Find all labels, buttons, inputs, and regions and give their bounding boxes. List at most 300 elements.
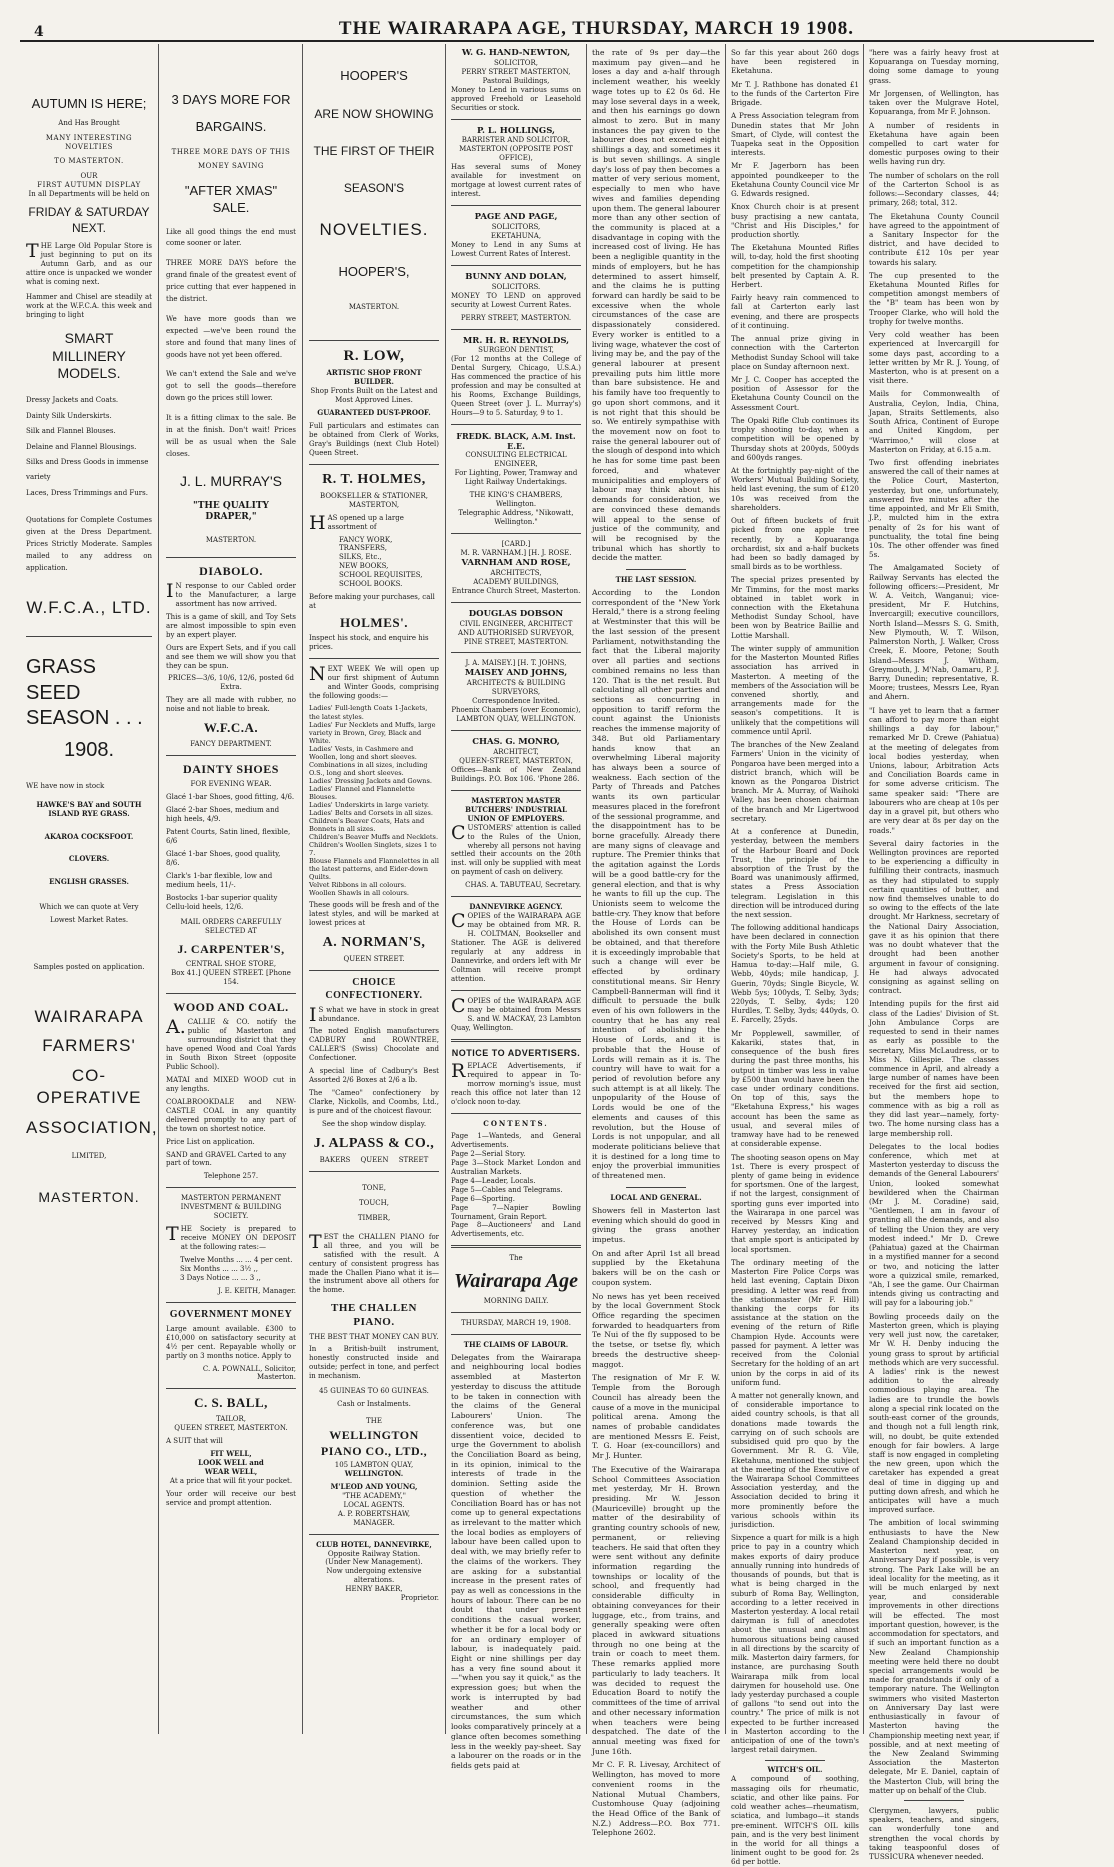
- column-rule: [302, 44, 303, 1734]
- page-number: 4: [34, 24, 44, 40]
- card-text: Telegraphic Address, "Nikowatt, Wellington.": [458, 509, 574, 527]
- card-text: Wellington.: [495, 500, 537, 509]
- card-text: J. A. MAISEY.] [H. T. JOHNS,: [465, 659, 567, 668]
- ad-building-society: [166, 1194, 296, 1296]
- ad-text: Shop Fronts Built on the Latest and Most Approved Lines.: [310, 387, 438, 405]
- ad-text: We can't extend the Sale and we've got to sell the goods—therefore down go the prices still lower.: [166, 370, 296, 403]
- ad-heading: TOUCH,: [359, 1198, 389, 1207]
- divider: [904, 1800, 964, 1801]
- ad-norman: [309, 662, 439, 964]
- ad-text: MASTERTON.: [205, 535, 257, 544]
- divider: [451, 1334, 581, 1335]
- ad-text: SAND and GRAVEL Carted to any part of town.: [166, 1150, 287, 1168]
- card-text: ARCHITECT,: [493, 747, 539, 756]
- list-item: Page 1—Wanteds, and General Advertisements.: [451, 1131, 581, 1149]
- ad-text: HENRY BAKER,: [345, 1585, 403, 1594]
- ad-signature: W.F.C.A., LTD.: [26, 597, 152, 617]
- editorial-text: The: [509, 1254, 523, 1263]
- ad-text: Like all good things the end must come sooner or later.: [166, 227, 296, 248]
- list-item: Ladies' Flannel and Flannelette Blouses.: [309, 784, 415, 801]
- ad-text: Opposite Railway Station.: [327, 1549, 421, 1558]
- ad-heading: WITCH'S OIL.: [767, 1764, 823, 1774]
- ad-text: Your order will receive our best service and prompt attention.: [166, 1489, 296, 1507]
- divider: [166, 755, 296, 756]
- contents-list: [451, 1132, 581, 1239]
- ad-signature: J. L. MURRAY'S: [180, 472, 282, 489]
- ad-heading: AUTUMN IS HERE;: [31, 96, 147, 111]
- ad-signature: HOOPER'S,: [338, 264, 410, 280]
- ad-text: Proprietor.: [400, 1594, 439, 1603]
- ad-signature: FARMERS': [42, 1036, 136, 1056]
- editorial-text: MORNING DAILY.: [483, 1296, 549, 1305]
- ad-text: The "Cameo" confectionery by Clarke, Nickolls, and Coombs, Ltd., is pure and of the choicest flavour.: [309, 1089, 439, 1116]
- ad-heading: MASTERTON PERMANENT INVESTMENT & BUILDING SOCIETY.: [180, 1194, 282, 1221]
- ad-text: COALBROOKDALE and NEW-CASTLE COAL in any quantity delivered promptly to any part of the town on shortest notice.: [166, 1097, 296, 1133]
- article-text: A number of residents in Eketahuna have again been compelled to cart water for domestic purposes owing to their wells having run dry.: [869, 120, 999, 167]
- ad-text: WEAR WELL,: [204, 1466, 258, 1476]
- divider: [309, 1534, 439, 1535]
- card-text: Money to Lend in any Sums at Lowest Current Rates of Interest.: [451, 240, 581, 258]
- ad-text: GUARANTEED DUST-PROOF.: [317, 408, 431, 418]
- ad-text: THE BEST THAT MONEY CAN BUY.: [309, 1332, 439, 1341]
- article-text: The shooting season opens on May 1st. There is every prospect of plenty of game being in evidence for sportsmen. One of the largest, if not the largest, consignment of sporting guns ever imported into the Wairarapa in one parcel was received by Messrs King and Harvey yesterday, an indication that ample sport is anticipated by local sportsmen.: [731, 1152, 859, 1254]
- ad-signature: WELLINGTON PIANO CO., LTD.,: [320, 1428, 428, 1458]
- ad-text: Clergymen, lawyers, public speakers, teachers, and singers, can wonderfully tone and strengthen the vocal chords by taking teaspoonful doses of TUSSICURA whenever needed.: [869, 1806, 999, 1862]
- notice-text: COPIES of the WAIRARAPA AGE may be obtained from MR. R. H. COLTMAN, Bookseller and Stationer. The AGE is delivered regularly at any address in Dannevirke, and orders left with Mr Coltman will receive prompt attention.: [451, 910, 581, 983]
- divider: [166, 1187, 296, 1188]
- ad-diabolo: [166, 564, 296, 749]
- card-text: QUEEN-STREET, MASTERTON,: [459, 756, 573, 765]
- card-heading: FREDK. BLACK, A.M. Inst. E.E.: [456, 431, 576, 452]
- card-text: ACADEMY BUILDINGS,: [473, 577, 559, 586]
- article-text: Mr F. Jagerborn has been appointed poundkeeper to the Eketahuna County Council vice Mr G. Edwards resigned.: [731, 161, 859, 199]
- ad-heading: DIABOLO.: [199, 563, 263, 578]
- card-text: EKETAHUNA,: [490, 231, 542, 240]
- article-text: Mr C. F. R. Livesay, Architect of Wellington, has moved to more convenient rooms in the National Mutual Chambers, Customhouse Quay (adjoining the Head Office of the Bank of N.Z.) Address—P.O. Box 771. Telephone 2602.: [592, 1760, 720, 1838]
- card-heading: DOUGLAS DOBSON: [468, 608, 564, 619]
- list-item: Woollen Shawls in all colours.: [309, 889, 409, 898]
- ad-text: Samples posted on application.: [33, 962, 145, 971]
- masthead: [20, 14, 1094, 42]
- ad-signature: MASTERTON.: [38, 1189, 140, 1206]
- list-item: Laces, Dress Trimmings and Furs.: [26, 488, 148, 497]
- article-text: The Amalgamated Society of Railway Servants has elected the following officers:—President, Mr W. A. Veitch, Wanganui; vice-president, Mr F. Hutchins, Invercargill; executive councillors, North Island—Messrs S. G. Smith, New Plymouth, W. T. Wilson, Palmerston North, J. Walker, Cross Creek, E. Moore, Petone; South Island—Messrs J. Witham, Greymouth, J. M'Nab, Oamaru, P. J. Barry, Dunedin; representative, R. Moore; trustees, Messrs Lee, Ryan and Ahern.: [869, 563, 999, 702]
- article-text: The Eketahuna Mounted Rifles will, to-day, hold the first shooting competition for the championship belt presented by Captain A. R. Herbert.: [731, 243, 859, 290]
- article-text: Mr J. C. Cooper has accepted the position of Assessor for the Eketahuna County Council on the Assessment Court.: [731, 375, 859, 412]
- divider: [309, 658, 439, 659]
- ad-text: FIT WELL,: [210, 1448, 252, 1458]
- column-rule: [158, 44, 159, 1734]
- article-text: Intending pupils for the first aid class of the Ladies' Division of St. John Ambulance Corps are requested to send in their names as early as possible to the secretary, Miss McLaudress, or to Miss N. Gillespie. The classes commence in April, and already a large number of names have been received for the first aid section, but the members hope to commence with as big a roll as they did last year—namely, forty-two. The home nursing class has a large membership roll.: [869, 999, 999, 1138]
- divider: [451, 424, 581, 425]
- ad-text: PRICES—3/6, 10/6, 12/6, posted 6d Extra.: [168, 674, 294, 692]
- ad-text: C. A. POWNALL, Solicitor, Masterton.: [202, 1364, 296, 1382]
- card-text: MONEY TO LEND on approved security at Lowest Current Rates.: [451, 291, 581, 309]
- card-text: PERRY STREET MASTERTON,: [461, 67, 571, 76]
- ad-text: BOOKSELLER & STATIONER,: [320, 491, 428, 500]
- card-heading: BUNNY AND DOLAN,: [465, 271, 567, 282]
- list-item: TRANSFERS,: [339, 544, 387, 553]
- card-heading: W. G. HAND-NEWTON,: [461, 48, 571, 58]
- divider: [309, 340, 439, 341]
- list-item: Page 6—Sporting.: [451, 1194, 515, 1203]
- ad-heading: GRASS SEED SEASON . . .: [26, 656, 143, 730]
- card-monro: [451, 737, 581, 784]
- ad-text: QUEEN STREET, MASTERTON.: [174, 1424, 288, 1433]
- notice-text: CUSTOMERS' attention is called to the Rules of the Union, whereby all persons not having settled their accounts on the 20th inst. will only be supplied with meat on payment of cash on delivery.: [451, 821, 581, 877]
- list-item: Page 8—Auctioneers' and Land Advertisements, etc.: [451, 1221, 581, 1239]
- notice-butchers: [451, 797, 581, 891]
- column-rule: [445, 44, 446, 1734]
- article-text: No news has yet been received by the local Government Stock Office regarding the specimen forwarded to headquarters from Te Nui of the fly supposed to be the tsetse, or tsetse fly, which breeds the destructive sheep-maggot.: [592, 1291, 720, 1369]
- card-text: Offices—Bank of New Zealand Buildings. P.O. Box 106. 'Phone 286.: [451, 765, 581, 783]
- ad-signature: J. ALPASS & CO.,: [313, 1135, 435, 1151]
- list-item: Page 5—Cables and Telegrams.: [451, 1185, 563, 1194]
- ad-text: MAIL ORDERS CAREFULLY SELECTED AT: [180, 917, 282, 935]
- list-item: Twelve Months ... ... 4 per cent.: [180, 1256, 293, 1265]
- ad-signature: WAIRARAPA: [34, 1006, 144, 1026]
- card-heading: P. L. HOLLINGS,: [477, 125, 555, 136]
- divider: [451, 602, 581, 603]
- card-heading: PAGE AND PAGE,: [474, 212, 558, 223]
- ad-item-list: [26, 393, 152, 501]
- contents-heading: CONTENTS.: [483, 1118, 549, 1128]
- divider: [451, 1245, 581, 1248]
- card-page-and-page: [451, 212, 581, 259]
- ad-text: A special line of Cadbury's Best Assorted 2/6 Boxes at 2/6 a lb.: [309, 1067, 439, 1085]
- ad-text: MANY INTERESTING NOVELTIES: [45, 133, 133, 151]
- list-item: Blouse Flannels and Flannelettes in all the latest patterns, and Eider-down Quilts.: [309, 857, 439, 882]
- list-item: Dainty Silk Underskirts.: [26, 411, 112, 420]
- ad-text: WELLINGTON.: [344, 1468, 404, 1478]
- list-item: Page 7—Napier Bowling Tournament, Grain Report.: [451, 1203, 581, 1221]
- column-rule: [863, 44, 864, 1734]
- list-item: Page 3—Stock Market London and Australian Markets.: [451, 1158, 581, 1176]
- ad-text: TEST the CHALLEN PIANO for all three, and you will be satisfied with the result. A century of consistent progress has made the Challen Piano what it is—the instrument above all others for the home.: [309, 1230, 439, 1295]
- ad-signature: ASSOCIATION,: [26, 1117, 158, 1137]
- ad-witchs-oil: [731, 1766, 859, 1867]
- ad-text: FOR EVENING WEAR.: [190, 780, 272, 789]
- ad-text: Price List on application.: [166, 1137, 255, 1146]
- ad-heading: WOOD AND COAL.: [173, 999, 289, 1014]
- ad-heading: ARE NOW SHOWING: [314, 106, 434, 121]
- card-text: [CARD.]: [501, 540, 531, 549]
- card-heading: VARNHAM AND ROSE,: [461, 558, 571, 569]
- ad-alpass: [309, 977, 439, 1165]
- ad-text: J. E. KEITH, Manager.: [217, 1286, 296, 1295]
- divider: [451, 205, 581, 206]
- card-text: Phoenix Chambers (over Economic),: [451, 706, 581, 715]
- article-text: Very cold weather has been experienced at Invercargill for some days past, according to a letter written by Mr R. J. Young, of Masterton, who is at present on a visit there.: [869, 330, 999, 386]
- contents-box: [451, 1120, 581, 1239]
- card-text: MASTERTON (OPPOSITE POST OFFICE),: [459, 145, 573, 163]
- card-text: For Lighting, Power, Tramway and Light Railway Undertakings.: [454, 469, 578, 487]
- list-item: Page 4—Leader, Locals.: [451, 1176, 536, 1185]
- article-text: The Opaki Rifle Club continues its trophy shooting to-day, when a competition will be opened by Thursday shots at 200yds, 500yds and 600yds ranges.: [731, 415, 859, 462]
- ad-signature: W.F.C.A.: [203, 720, 259, 736]
- card-text: Money to Lend in various sums on approved Freehold or Leasehold Securities or stock.: [451, 85, 581, 112]
- notice-text: CHAS. A. TABUTEAU, Secretary.: [465, 881, 581, 890]
- ad-heading: NOVELTIES.: [319, 219, 429, 239]
- card-text: PINE STREET, MASTERTON.: [463, 637, 569, 646]
- ad-text: NEXT WEEK We will open up our first shipment of Autumn and Winter Goods, comprising the following goods:—: [309, 662, 439, 700]
- notice-heading: NOTICE TO ADVERTISERS.: [451, 1047, 581, 1058]
- ad-text: AKAROA COCKSFOOT.: [44, 831, 134, 841]
- card-text: CIVIL ENGINEER, ARCHITECT AND AUTHORISED SURVEYOR,: [458, 619, 574, 637]
- ad-text: Before making your purchases, call at: [309, 593, 435, 611]
- notice-advertisers: [451, 1048, 581, 1107]
- ad-text: We have more goods than we expected —we've been round the store and found that many lines of goods have not yet been offered.: [166, 314, 296, 359]
- ad-heading: 1908.: [63, 739, 115, 762]
- column-1: [26, 48, 158, 1734]
- column-rule: [725, 44, 726, 1734]
- notice-text: REPLACE Advertisements, if required to appear in To-morrow morning's issue, must reach this office not later than 12 o'clock noon to-day.: [451, 1060, 581, 1107]
- ad-heading: TONE,: [362, 1183, 386, 1192]
- ad-text: Hammer and Chisel are steadily at work at the W.F.C.A. this week and bringing to light: [26, 292, 152, 319]
- ad-heading: "AFTER XMAS" SALE.: [184, 183, 278, 215]
- article-last-session: [592, 576, 720, 1181]
- ad-text: In a British-built instrument, honestly constructed inside and outside; perfect in tone, and perfect in mechanism.: [309, 1345, 439, 1381]
- divider: [166, 1302, 296, 1303]
- card-reynolds: [451, 336, 581, 419]
- ad-hoopers: [309, 68, 439, 312]
- article-text: The cup presented to the Eketahuna Mounted Rifles for competition amongst members of the "B" team has been won by Trooper Clarke, who will hold the trophy for twelve months.: [869, 270, 999, 326]
- ad-signature: A. NORMAN'S,: [322, 935, 426, 951]
- ad-text: BAKERS QUEEN STREET: [319, 1155, 429, 1164]
- ad-text: THREE MORE DAYS OF THIS MONEY SAVING: [171, 148, 291, 171]
- article-text: "I have yet to learn that a farmer can afford to pay more than eight shillings a day for labour," remarked Mr D. Crewe (Pahiatua) at the meeting of delegates from local bodies yesterday, when Unions, labour, Arbitration Acts and Conciliation Boards came in for some adverse criticism. The same speaker said: "There are labourers who are cheap at 10s per day in a gravel pit, but others who are very dear at 8s per day on the roads.": [869, 705, 999, 835]
- list-item: Children's Beaver Coats, Hats and Bonnets in all sizes.: [309, 816, 425, 833]
- article-text: At a conference at Dunedin, yesterday, between the members of the Harbour Board and Dock Trust, the principle of the absorption of the Trust by the Board was unanimously affirmed, states a Press Association telegram. Legislation in this direction will be introduced during the next session.: [731, 827, 859, 920]
- card-maisey-johns: [451, 659, 581, 724]
- ad-text: FIRST AUTUMN DISPLAY: [37, 181, 141, 190]
- ad-government-money: [166, 1309, 296, 1383]
- card-text: SURGEON DENTIST,: [478, 346, 554, 355]
- ad-club-hotel: [309, 1541, 439, 1604]
- ad-wfca-autumn: [26, 96, 152, 618]
- ad-text: FANCY DEPARTMENT.: [190, 739, 272, 748]
- ad-text: A compound of soothing, massaging oils for rheumatic, sciatic, and other like pains. For cold weather aches—rheumatism, sciatica, and lumbago—it stands pre-eminent. WITCH'S OIL kills pain, and is the very best liniment in the world for all things a liniment ought to be good for. 2s 6d per bottle.: [731, 1774, 859, 1867]
- list-item: NEW BOOKS,: [339, 562, 389, 571]
- ad-text: CLOVERS.: [68, 854, 110, 864]
- ad-text: A. P. ROBERTSHAW,: [337, 1509, 411, 1518]
- ad-text: Now undergoing extensive alterations.: [326, 1567, 422, 1585]
- column-5: [592, 48, 720, 1838]
- editorial-title: Wairarapa Age: [454, 1270, 578, 1293]
- ad-text: Quotations for Complete Costumes given at the Dress Department. Prices Strictly Moderate. Samples mailed to any address on application.: [26, 516, 152, 572]
- card-text: M. R. VARNHAM.] [H. J. ROSE.: [460, 549, 572, 558]
- card-text: ARCHITECTS,: [490, 568, 542, 577]
- divider: [451, 1113, 581, 1114]
- ad-text: The noted English manufacturers CADBURY and ROWNTREE, CALLER'S (Swiss) Chocolate and Confectioner.: [309, 1027, 439, 1063]
- ad-text: Glacé 1-bar Shoes, good quality, 8/6.: [166, 849, 281, 867]
- article-heading: THE CLAIMS OF LABOUR.: [463, 1339, 569, 1349]
- ad-text: In all Departments will be held on: [28, 190, 150, 199]
- ad-text: IN response to our Cabled order to the Manufacturer, a large assortment has now arrived.: [166, 579, 296, 608]
- list-item: Page 2—Serial Story.: [451, 1149, 526, 1158]
- ad-text: WE have now in stock: [26, 781, 105, 790]
- ad-text: See the shop window display.: [321, 1120, 427, 1129]
- card-heading: MAISEY AND JOHNS,: [464, 668, 568, 679]
- ad-text: LOOK WELL and: [198, 1457, 264, 1467]
- card-text: Pastoral Buildings,: [482, 76, 550, 85]
- notice-dannevirke-agency: [451, 903, 581, 1032]
- ad-text: Glacé 2-bar Shoes, medium and high heels, 4/9.: [166, 806, 280, 824]
- ad-text: Inspect his stock, and enquire his prices.: [309, 633, 429, 651]
- ad-heading: CLUB HOTEL, DANNEVIRKE,: [316, 1539, 432, 1549]
- article-text: The Executive of the Wairarapa School Committees Association met yesterday, Mr H. Brown presiding. Mr W. Jesson (Mauriceville) brought up the matter of the desirability of granting country schools of new, permanent, or relieving teachers. He said that often they were sent without any definite information regarding the townships or locality of the school, and frequently had considerable difficulty in obtaining conveyances for their luggage, etc., from trains, and generally speaking were often placed in awkward situations through no one being at the train or coach to meet them. These remarks applied more particularly to lady teachers. It was decided to request the Education Board to notify the committees of the time of arrival and other necessary information when teachers were being despatched. The date of the annual meeting was fixed for June 16th.: [592, 1464, 720, 1756]
- card-text: (For 12 months at the College of Dental Surgery, Chicago, U.S.A.) Has commenced the practice of his profession and may be consulted at his Rooms, Exchange Buildings, Queen Street (over J. L. Murray's) Hours—9 to 5. Saturday, 9 to 1.: [451, 355, 581, 418]
- article-text: Showers fell in Masterton last evening which should do good in giving the grass another impetus.: [592, 1205, 720, 1244]
- card-hand-newton: [451, 48, 581, 113]
- column-2: [166, 48, 296, 1734]
- card-bunny-dolan: [451, 272, 581, 323]
- card-text: SOLICITOR,: [494, 58, 538, 67]
- ad-text: MASTERTON.: [348, 303, 400, 312]
- ad-text: LIMITED,: [71, 1152, 107, 1161]
- ad-text: QUEEN STREET.: [343, 955, 405, 963]
- article-text: Mails for Commonwealth of Australia, Ceylon, India, China, Japan, Straits Settlements, also South Africa, Continent of Europe and United Kingdom, per "Warrimoo," will close at Masterton on Friday, at 6.15 a.m.: [869, 389, 999, 454]
- ad-text: Glacé 1-bar Shoes, good fitting, 4/6.: [166, 793, 295, 802]
- article-text: So far this year about 260 dogs have been registered in Eketahuna.: [731, 48, 859, 76]
- divider: [451, 119, 581, 120]
- article-text: Mr Popplewell, sawmiller, of Kakariki, states that, in consequence of the bush fires during the past three months, his output in timber was less in value by £500 than would have been the case under ordinary conditions. On top of this, says the "Eketahuna Express," his wages account has been the same as usual, and several miles of tramway have had to be renewed at considerable expense.: [731, 1028, 859, 1149]
- list-item: Children's Beaver Muffs and Necklets.: [309, 832, 439, 841]
- ad-challen-piano: [309, 1184, 439, 1528]
- ad-text: (Under New Management).: [325, 1558, 423, 1567]
- column-7: [869, 48, 999, 1862]
- notice-text: COPIES of the WAIRARAPA AGE may be obtained from Messrs S. and W. MACKAY, 23 Lambton Quay, Wellington.: [451, 994, 581, 1032]
- ad-text: Patent Courts, Satin lined, flexible, 6/6: [166, 828, 291, 845]
- article-text: Two first offending inebriates answered the call of their names at the Police Court, Masterton, yesterday, but one, unfortunately, answered five minutes after the time appointed, and Mr Eli Smith, J.P., mulcted him in the extra penalty of 2s for his want of punctuality, the total fine being 10s. The other offender was fined 5s.: [869, 457, 999, 560]
- article-text: The Eketahuna County Council have agreed to the appointment of a Sanitary Inspector for the district, and have decided to contribute £12 10s per year towards his salary.: [869, 211, 999, 267]
- ad-heading: THE CHALLEN PIANO.: [331, 1302, 417, 1329]
- article-text: the rate of 9s per day—the maximum pay given—and he loses a day and a-half through inclement weather, his weekly wage totes up to £2 0s 6d. He may lose several days in a week, and then his earnings go down almost to zero. But in many instances the pay given to the labourer does not exceed eight shillings a day, and sometimes it is but seven shillings. A single day's loss of pay then becomes a matter of very serious moment, especially to men who have wives and families depending upon them. The general labourer more than any other section of the community is placed at a disadvantage in coping with the increased cost of living. He has been a negligible quantity in the minds of employers, but he has determined to assert himself, and the claims he is putting forward can hardly be said to be excessive when the whole circumstances of the case are dispassionately considered. Every worker is entitled to a living wage, whatever the cost of living may be, and the pay of the general labourer at present prevailing puts him little more than bare subsistence. He and his family have too frequently to go upon short commons, and it is not right that this should be so. We entirely sympathise with the movement now on foot to raise the general labourer out of the slough of despond into which he has for some time past been forced, and whatever municipalities and employers of labour may think about his demands for consideration, we are convinced these demands will appeal to the sense of justice of the community, and will be recognised by the tribunal which has shortly to decide the matter.: [592, 48, 720, 563]
- article-heading: LOCAL AND GENERAL.: [610, 1192, 702, 1202]
- ad-text: IS what we have in stock in great abundance.: [309, 1003, 439, 1026]
- ad-text: ARTISTIC SHOP FRONT BUILDER.: [326, 368, 422, 387]
- article-text: Fairly heavy rain commenced to fall at Carterton early last evening, and there are prospects of it continuing.: [731, 293, 859, 330]
- card-heading: CHAS. G. MONRO,: [472, 737, 560, 748]
- ad-text: TO MASTERTON.: [54, 157, 124, 166]
- ad-text: They are all made with rubber, no noise and not liable to break.: [166, 696, 296, 714]
- ad-text: LOCAL AGENTS.: [343, 1500, 405, 1509]
- article-text: On and after April 1st all bread supplied by the Eketahuna bakers will be on the cash or coupon system.: [592, 1248, 720, 1287]
- ad-text: Box 41.] QUEEN STREET. [Phone 154.: [171, 968, 291, 986]
- ad-text: OUR: [80, 172, 98, 181]
- article-text: The ambition of local swimming enthusiasts to have the New Zealand Championship decided in Masterton next year, on Anniversary Day if possible, is very strong. The Park Lake will be an ideal locality for the meeting, as it will be much enlarged by next year, and considerable improvements in other directions will be effected. The most important question, however, is the accommodation for spectators, and if such an important function as a New Zealand Championship meeting were held there no doubt special arrangements would be made for grandstands if only of a temporary nature. The Wellington swimmers who visited Masterton on Anniversary Day last were enthusiastically in favour of Masterton having the Championship meeting next year, if possible, and at next meeting of the New Zealand Swimming Association the Masterton delegate, Mr E. Daniel, captain of the Masterton Club, will bring the matter up on behalf of the Club.: [869, 1518, 999, 1795]
- ad-wood-coal: [166, 1000, 296, 1182]
- article-text: "here was a fairly heavy frost at Kopuaranga on Tuesday morning, doing some damage to young grass.: [869, 48, 999, 85]
- ad-heading: BARGAINS.: [195, 118, 267, 134]
- list-item: Ladies' Dressing Jackets and Gowns.: [309, 776, 433, 785]
- editorial-masthead: [451, 1254, 581, 1334]
- column-6: [731, 48, 859, 1867]
- article-local-general: [592, 1194, 720, 1838]
- article-heading: THE LAST SESSION.: [615, 575, 697, 585]
- ad-text: MASTERTON,: [348, 500, 400, 509]
- article-text: A matter not generally known, and of considerable importance to aided country schools, is that all donations made towards the carrying on of such schools are subsidised quid pro quo by the Government. Mr R. G. Vile, Eketahuna, mentioned the subject at the meeting of the Executive of the Wairarapa School Committees Association yesterday, and the Association decided to bring it more prominently before the various schools within its jurisdiction.: [731, 1390, 859, 1530]
- divider: [451, 265, 581, 266]
- ad-text: 45 GUINEAS TO 60 GUINEAS.: [319, 1387, 429, 1396]
- masthead-title: THE WAIRARAPA AGE, THURSDAY, MARCH 19 1908.: [338, 18, 854, 39]
- ad-r-low: [309, 347, 439, 458]
- ad-heading: CHOICE CONFECTIONERY.: [325, 976, 423, 1001]
- divider: [166, 993, 296, 994]
- list-item: 3 Days Notice ... ... 3 ,,: [180, 1274, 261, 1283]
- card-black: [451, 431, 581, 527]
- ad-text: THE Society is prepared to receive MONEY ON DEPOSIT at the following rates:—: [166, 1223, 296, 1252]
- ad-heading: FRIDAY & SATURDAY NEXT.: [28, 205, 150, 235]
- list-item: Ladies' Fur Necklets and Muffs, large variety in Brown, Grey, Black and White.: [309, 720, 436, 745]
- list-item: Delaine and Flannel Blousings.: [26, 442, 137, 451]
- article-text: The following additional handicaps have been declared in connection with the Forty Mile Bush Athletic Society's Sports, to be held at Hamua to-day:—Half mile, G. Webb, 40yds; mile handicap, J. Guerin, 70yds; Single Bicycle, W. Webb 5ys; 100yds, T. Selby, 3yds; 220yds, T. Selby, 4yds; 120 Hurdles, T. Selby, 3yds; 440yds, O. E. Farcelly, 25yds.: [731, 923, 859, 1025]
- card-text: SOLICITORS,: [491, 223, 541, 232]
- card-hollings: [451, 126, 581, 200]
- ad-text: Which we can quote at Very Lowest Market Rates.: [39, 903, 139, 924]
- article-text: The special prizes presented by Mr Timmins, for the most marks obtained in tablet work in connection with the Eketahuna Methodist Sunday School, have been won by Beatrice Baillie and Lottie Marshall.: [731, 575, 859, 640]
- card-text: SOLICITORS.: [491, 282, 541, 291]
- article-text: The number of scholars on the roll of the Carterton School is as follows:—Secondary classes, 44; primary, 268; total, 312.: [869, 170, 999, 208]
- divider: [451, 1312, 581, 1313]
- article-text: Sixpence a quart for milk is a high price to pay in a country which makes exports of dairy produce annually running into hundreds of thousands of pounds, but that is what is being charged in the suburb of Roma Bay, Wellington, according to a letter received in Masterton yesterday. A local retail dairyman is full of anecdotes about the unusual and almost humorous situations being caused in all directions by the scarcity of milk. Masterton dairy farmers, for instance, are purchasing South Wairarapa milk from local dairymen for household use. One lady yesterday purchased a couple of gallons "to send out into the country." The price of milk is not expected to be further increased in Masterton according to the anticipation of one of the town's largest retail dairymen.: [731, 1533, 859, 1755]
- ad-text: Telephone 257.: [203, 1172, 259, 1181]
- ad-text: Bostocks 1-bar superior quality Cellu-loid heels, 12/6.: [166, 893, 278, 911]
- ad-text: "THE QUALITY DRAPER,": [193, 500, 269, 523]
- card-text: Entrance Church Street, Masterton.: [451, 586, 581, 595]
- card-text: PERRY STREET, MASTERTON.: [460, 313, 572, 322]
- ad-text: And Has Brought: [58, 118, 120, 127]
- divider: [451, 730, 581, 731]
- list-item: Combinations in all sizes, including O.S., long and short sleeves.: [309, 760, 428, 777]
- divider: [309, 970, 439, 971]
- list-item: FANCY WORK,: [339, 535, 393, 544]
- article-text: The resignation of Mr F. W. Temple from the Borough Council has already been the cause of a move in the municipal political arena. Among the names of probable candidates are mentioned Messrs E. Feist, T. G. Hoar (ex-councillors) and Mr J. Hunter.: [592, 1373, 720, 1461]
- divider: [309, 1171, 439, 1172]
- divider: [765, 1760, 825, 1761]
- ad-text: HAS opened up a large assortment of: [309, 511, 404, 534]
- article-text: Delegates from the Wairarapa and neighbouring local bodies assembled at Masterton yesterday to discuss the attitude to be taken in connection with the claims of the General Labourers' Union. The conference was, but one dissentient voice, decided to urge the Government to abolish the Conciliation Board as being, in its opinion, inimical to the interests of trade in the dominion. Setting aside the question of whether the Conciliation Board has or has not come up to general expectations as irrelevant to the matter which the local bodies as employers of labour have been called upon to deal with, we may briefly refer to the claims of the workers. They are asking for a substantial increase in the present rates of pay as well as concessions in the hours of labour. There can be no doubt that under present conditions the casual worker, whether it be for a local body or for an ordinary employer of labour, is inadequately paid. Eight or nine shillings per day has a very fine sound about it—"when you say it quick," as the expression goes; but when the work is interrupted by bad weather and other circumstances, the sum which looks comparatively princely at a glance often becomes something less in the weekly pay-sheet. Say a labourer on the roads or in the fields gets paid at: [451, 1352, 581, 1770]
- ad-signature: CO-OPERATIVE: [36, 1066, 142, 1107]
- ad-text: TAILOR,: [216, 1415, 246, 1424]
- card-text: ARCHITECTS & BUILDING SURVEYORS,: [466, 679, 566, 697]
- ad-ball-tailor: [166, 1395, 296, 1507]
- column-3: [309, 48, 439, 1734]
- list-item: SILKS, Etc.,: [339, 553, 382, 562]
- list-item: Velvet Ribbons in all colours.: [309, 881, 407, 890]
- list-item: Silk and Flannel Blouses.: [26, 427, 116, 436]
- list-item: Ladies' Vests, in Cashmere and Woollen, long and short sleeves.: [309, 744, 417, 761]
- ad-heading: R. T. HOLMES,: [322, 471, 426, 487]
- column-4: [451, 48, 581, 1770]
- divider: [309, 464, 439, 465]
- list-item: Ladies' Full-length Coats 1-Jackets, the latest styles.: [309, 704, 428, 721]
- divider: [451, 1039, 581, 1042]
- card-text: Has several sums of Money available for investment on mortgage at lowest current rates of interest.: [451, 163, 581, 199]
- ad-heading: R. LOW,: [343, 348, 405, 365]
- list-item: Ladies' Belts and Corsets in all sizes.: [309, 808, 433, 817]
- ad-text: Ours are Expert Sets, and if you call and see them we will show you that they can be spun.: [166, 643, 296, 670]
- card-text: Correspondence Invited.: [472, 697, 560, 706]
- ad-heading: HOOPER'S: [340, 68, 408, 83]
- article-text: Delegates to the local bodies conference, which met at Masterton yesterday to discuss the demands of the General Labourers' Union, looked somewhat bewildered when the Chairman (Mr J. M. Coradine) said, "Gentlemen, I am in favour of granting all the demands, and also of telling the Union they are very modest indeed." Mr D. Crewe (Pahiatua) gazed at the Chairman in a mystified manner for a second or two, and noticing the latter wore a quizzical smile, remarked, "Ah, I see the game. Our Chairman intends giving us contracting and will pay for a labouring job.": [869, 1141, 999, 1308]
- article-text: Knox Church choir is at present busy practising a new cantata, "Christ and His Disciples," for production shortly.: [731, 202, 859, 239]
- ad-text: THE Large Old Popular Store is just beginning to put on its Autumn Garb, and as our attire once is unpacked we wonder what is coming next.: [26, 240, 152, 286]
- ad-murray-sale: [166, 92, 296, 545]
- card-text: BARRISTER AND SOLICITOR,: [461, 136, 571, 145]
- ad-signature: HOLMES'.: [340, 615, 408, 631]
- notice-heading: DANNEVIRKE AGENCY.: [469, 902, 563, 912]
